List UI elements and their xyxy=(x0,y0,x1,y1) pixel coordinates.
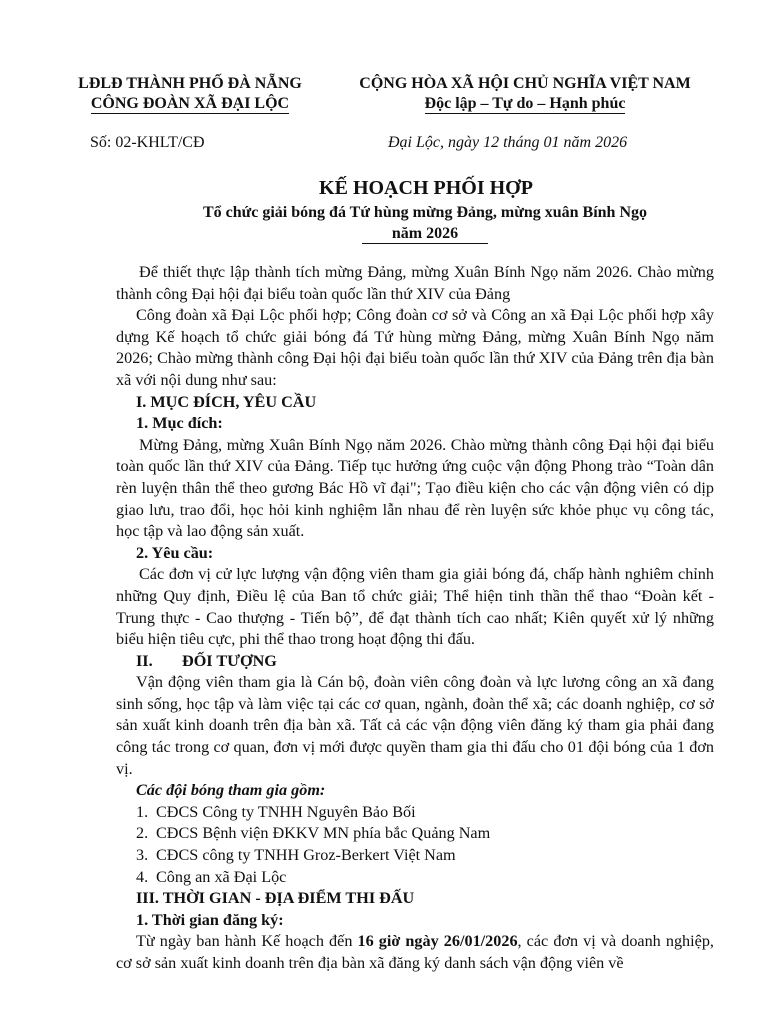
document-number: Số: 02-KHLT/CĐ xyxy=(90,134,205,151)
issuing-organization xyxy=(50,74,330,114)
intro-paragraph-1: Để thiết thực lập thành tích mừng Đảng, mừng Xuân Bính Ngọ năm 2026. Chào mừng thành công Đại hội đại biểu toàn quốc lần thứ XIV của Đảng xyxy=(116,263,714,303)
section-2-heading xyxy=(116,651,714,673)
list-item-number: 2. xyxy=(136,824,149,843)
document-body xyxy=(116,262,714,975)
section-1-1-heading: 1. Mục đích: xyxy=(136,414,223,433)
section-1-heading: I. MỤC ĐÍCH, YÊU CẦU xyxy=(136,392,317,411)
section-1-2-text: Các đơn vị cử lực lượng vận động viên tham gia giải bóng đá, chấp hành nghiêm chỉnh những Quy định, Điều lệ của Ban tổ chức giải; Thể hiện tinh thần thể thao “Đoàn kết - Trung thực - Cao thượng - Tiến bộ”, để đạt thành tích cao nhất; Kiên quyết xử lý những biểu hiện tiêu cực, phi thể thao trong hoạt động thi đấu. xyxy=(116,565,714,649)
national-header xyxy=(330,74,720,114)
section-3-heading: III. THỜI GIAN - ĐỊA ĐIỂM THI ĐẤU xyxy=(136,889,415,908)
section-3-1-text-a: Từ ngày ban hành Kế hoạch đến xyxy=(136,932,358,951)
document-date: Đại Lộc, ngày 12 tháng 01 năm 2026 xyxy=(388,134,628,151)
national-motto: Độc lập – Tự do – Hạnh phúc xyxy=(424,95,626,112)
list-item-number: 4. xyxy=(136,867,149,886)
list-item-label: CĐCS Bệnh viện ĐKKV MN phía bắc Quảng Nam xyxy=(156,824,491,843)
document-subtitle xyxy=(170,202,680,244)
subtitle-line-1: Tổ chức giải bóng đá Tứ hùng mừng Đảng, mừng xuân Bính Ngọ xyxy=(202,204,647,221)
subtitle-line-2: năm 2026 xyxy=(391,225,459,242)
list-item-number: 1. xyxy=(136,802,149,821)
section-3-1-text xyxy=(116,931,714,974)
org-line-2: CÔNG ĐOÀN XÃ ĐẠI LỘC xyxy=(90,95,290,112)
section-2-text: Vận động viên tham gia là Cán bộ, đoàn viên công đoàn và lực lương công an xã đang sinh sống, học tập và làm việc tại các cơ quan, ngành, đoàn thể xã; các doanh nghiệp, cơ sở sản xuất kinh doanh trên địa bàn xã. Tất cả các vận động viên đăng ký tham gia phải đang công tác trong cơ quan, đơn vị mới được quyền tham gia thi đấu cho 01 đội bóng của 1 đơn vị. xyxy=(116,673,714,778)
list-item-label: Công an xã Đại Lộc xyxy=(156,867,287,886)
section-2-title: ĐỐI TƯỢNG xyxy=(182,651,277,670)
org-line-1: LĐLĐ THÀNH PHỐ ĐÀ NẴNG xyxy=(78,75,302,92)
list-item-number: 3. xyxy=(136,846,149,865)
intro-paragraph-2: Công đoàn xã Đại Lộc phối hợp; Công đoàn cơ sở và Công an xã Đại Lộc phối hợp xây dựng Kế hoạch tổ chức giải bóng đá Tứ hùng mừng Đảng, mừng Xuân Bính Ngọ năm 2026; Chào mừng thành công Đại hội đại biểu toàn quốc lần thứ XIV của Đảng trên địa bàn xã với nội dung như sau: xyxy=(116,306,714,389)
nation-name: CỘNG HÒA XÃ HỘI CHỦ NGHĨA VIỆT NAM xyxy=(359,75,691,92)
section-3-1-text-b: , các đơn vị và doanh nghiệp, cơ sở sản xuất kinh doanh trên địa bàn xã đăng ký danh sách vận động viên về xyxy=(116,932,714,972)
list-item xyxy=(136,845,714,867)
registration-deadline: 16 giờ ngày 26/01/2026 xyxy=(357,932,518,951)
section-3-1-heading: 1. Thời gian đăng ký: xyxy=(136,910,284,929)
section-1-1-text: Mừng Đảng, mừng Xuân Bính Ngọ năm 2026. Chào mừng thành công Đại hội đại biểu toàn quốc lần thứ XIV của Đảng. Tiếp tục hưởng ứng cuộc vận động Phong trào “Toàn dân rèn luyện thân thể theo gương Bác Hồ vĩ đại"; Tạo điều kiện cho các vận động viên có dịp giao lưu, trao đổi, học hỏi kinh nghiệm lẫn nhau để rèn luyện sức khỏe phục vụ công tác, học tập và lao động sản xuất. xyxy=(116,435,714,541)
title-divider xyxy=(362,243,488,244)
list-item xyxy=(136,823,714,845)
section-2-number: II. xyxy=(136,651,153,670)
list-item-label: CĐCS Công ty TNHH Nguyên Bảo Bối xyxy=(156,802,416,821)
list-item xyxy=(136,802,714,824)
section-1-2-heading: 2. Yêu cầu: xyxy=(136,543,214,562)
document-title: KẾ HOẠCH PHỐI HỢP xyxy=(319,177,533,199)
list-item xyxy=(136,867,714,889)
teams-heading: Các đội bóng tham gia gồm: xyxy=(136,781,326,800)
list-item-label: CĐCS công ty TNHH Groz-Berkert Việt Nam xyxy=(156,846,456,865)
teams-list xyxy=(116,802,714,888)
